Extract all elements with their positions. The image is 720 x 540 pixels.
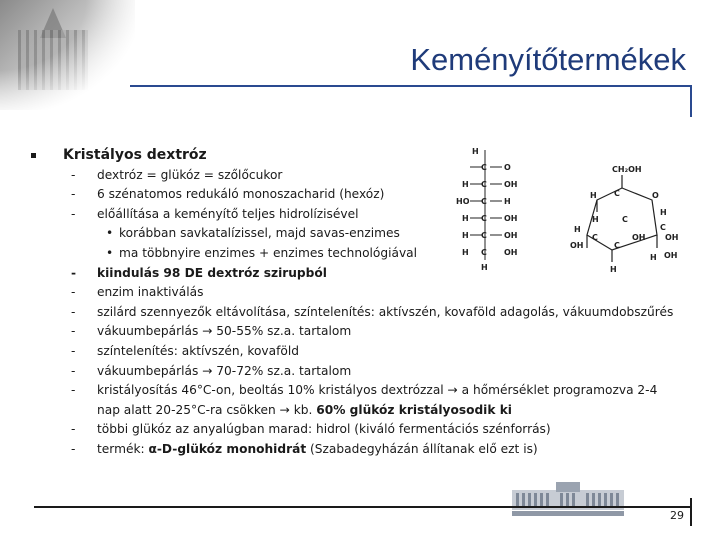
ring-label: C xyxy=(592,233,598,242)
dash-bullet-icon: - xyxy=(71,441,76,456)
dash-bullet-icon: - xyxy=(71,304,76,319)
chain-label: C xyxy=(481,180,487,189)
list-item: - dextróz = glükóz = szőlőcukor xyxy=(28,166,688,186)
chain-label: OH xyxy=(504,248,518,257)
list-item: - kiindulás 98 DE dextróz szirupból xyxy=(28,264,688,284)
list-item: - kristályosítás 46°C-on, beoltás 10% kristályos dextrózzal → a hőmérséklet programozva 2-4 xyxy=(28,381,688,401)
ring-label: H xyxy=(574,225,581,234)
chain-label: H xyxy=(504,197,511,206)
ring-label: H xyxy=(610,265,617,274)
list-item: - enzim inaktiválás xyxy=(28,283,688,303)
ring-label: OH xyxy=(665,233,679,242)
ring-label: OH xyxy=(632,233,646,242)
dash-bullet-icon: - xyxy=(71,422,76,437)
sub-list-item: • ma többnyire enzimes + enzimes technológiával xyxy=(28,244,688,264)
dash-bullet-icon: - xyxy=(71,167,76,182)
list-item: - szilárd szennyezők eltávolítása, színtelenítés: aktívszén, kovaföld adagolás, vákuumdobszűrés xyxy=(28,303,688,323)
university-logo xyxy=(508,480,628,518)
list-item: - többi glükóz az anyalúgban marad: hidrol (kiváló fermentációs szénforrás) xyxy=(28,420,688,440)
list-item: - vákuumbepárlás → 70-72% sz.a. tartalom xyxy=(28,362,688,382)
square-bullet-icon xyxy=(31,153,36,158)
dash-bullet-icon: - xyxy=(71,324,76,339)
footer-rule xyxy=(34,506,692,508)
chain-label: OH xyxy=(504,180,518,189)
dash-bullet-icon: - xyxy=(71,363,76,378)
glucose-structure-diagram xyxy=(452,140,702,275)
dot-bullet-icon: • xyxy=(106,226,114,241)
list-item: - színtelenítés: aktívszén, kovaföld xyxy=(28,342,688,362)
chain-label: H xyxy=(462,231,469,240)
ring-label: C xyxy=(660,223,666,232)
dash-bullet-icon: - xyxy=(71,383,76,398)
chain-label: H xyxy=(462,180,469,189)
dash-bullet-icon: - xyxy=(71,343,76,358)
building-photo xyxy=(0,0,135,110)
dash-bullet-icon: - xyxy=(71,285,76,300)
ring-label: H xyxy=(660,208,667,217)
chain-label: C xyxy=(481,197,487,206)
chain-label: H xyxy=(481,263,488,272)
list-item: - termék: α-D-glükóz monohidrát (Szabadegyházán állítanak elő ezt is) xyxy=(28,440,688,460)
ring-label: C xyxy=(614,241,620,250)
ring-label: C xyxy=(614,189,620,198)
dash-bullet-icon: - xyxy=(71,265,77,280)
chain-label: H xyxy=(462,248,469,257)
chain-label: C xyxy=(481,163,487,172)
title-rule xyxy=(130,85,692,87)
chain-label: OH xyxy=(504,231,518,240)
ring-label: H xyxy=(590,191,597,200)
chain-label: C xyxy=(481,214,487,223)
chain-label: OH xyxy=(504,214,518,223)
page-number: 29 xyxy=(670,509,684,522)
ring-label: O xyxy=(652,191,659,200)
chain-label: H xyxy=(462,214,469,223)
chain-label: HO xyxy=(456,197,470,206)
list-item-continuation: nap alatt 20-25°C-ra csökken → kb. 60% glükóz kristályosodik ki xyxy=(97,402,512,417)
ring-label: OH xyxy=(664,251,678,260)
chain-label: H xyxy=(472,147,479,156)
chain-label: C xyxy=(481,231,487,240)
chain-label: C xyxy=(481,248,487,257)
sub-list-item: • korábban savkatalízissel, majd savas-enzimes xyxy=(28,224,688,244)
ring-label: H xyxy=(592,215,599,224)
list-item: - 6 szénatomos redukáló monoszacharid (hexóz) xyxy=(28,185,688,205)
slide-title: Keményítőtermékek xyxy=(410,42,686,77)
chain-label: O xyxy=(504,163,511,172)
section-heading: Kristályos dextróz xyxy=(28,146,688,166)
ring-label: CH₂OH xyxy=(612,165,642,174)
dash-bullet-icon: - xyxy=(71,206,76,221)
ring-label: C xyxy=(622,215,628,224)
dot-bullet-icon: • xyxy=(106,245,114,260)
dash-bullet-icon: - xyxy=(71,187,76,202)
list-item: - vákuumbepárlás → 50-55% sz.a. tartalom xyxy=(28,322,688,342)
ring-label: H xyxy=(650,253,657,262)
building-facade xyxy=(18,30,88,90)
list-item: - előállítása a keményítő teljes hidrolízisével xyxy=(28,205,688,225)
ring-label: OH xyxy=(570,241,584,250)
